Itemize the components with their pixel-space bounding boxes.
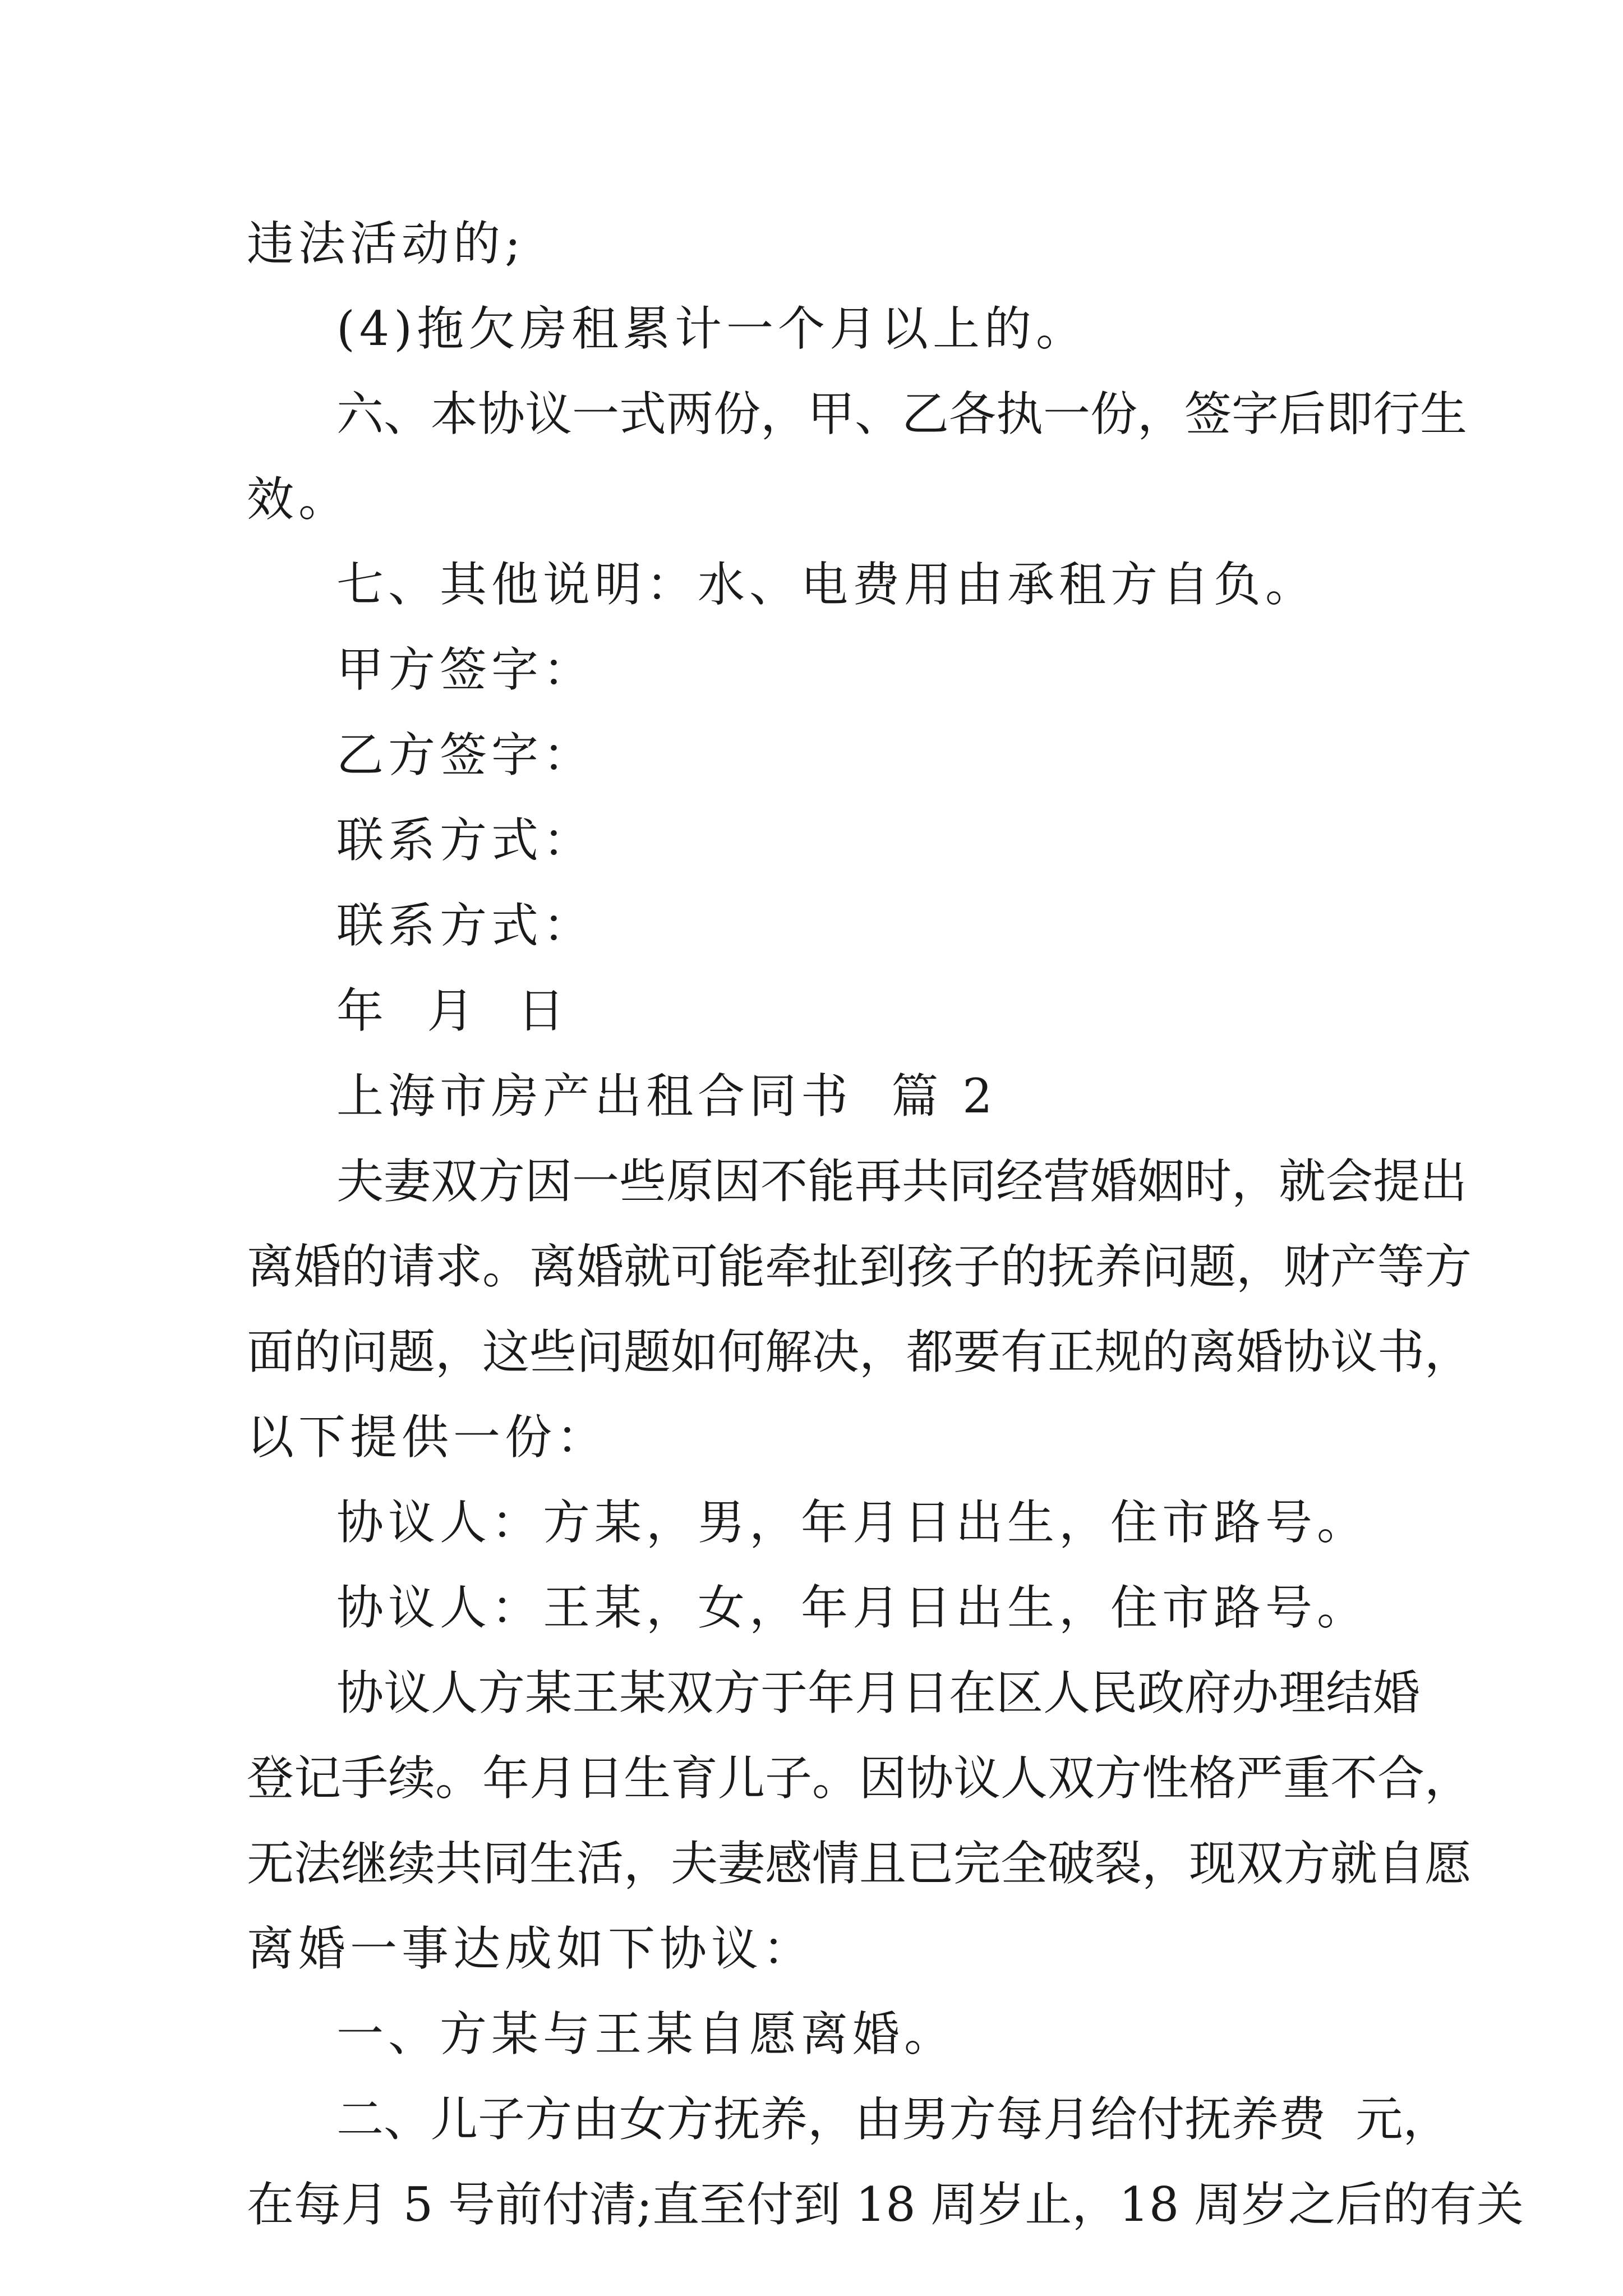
text-line: 协议人：王某，女，年月日出生，住市路号。 (336, 1580, 1369, 1635)
text-line: 离婚一事达成如下协议： (247, 1921, 815, 1976)
text-line: 效。 (247, 472, 351, 527)
signature-label-party-a: 甲方签字： (336, 642, 595, 697)
section-heading: 上海市房产出租合同书 篇 2 (336, 1069, 997, 1124)
contact-label: 联系方式： (336, 813, 595, 868)
text-line: 离婚的请求。离婚就可能牵扯到孩子的抚养问题，财产等方 (247, 1239, 1472, 1294)
document-body (247, 201, 1524, 2247)
signature-label-party-b: 乙方签字： (336, 728, 595, 783)
contact-label: 联系方式： (336, 898, 595, 953)
date-line: 年 月 日 (336, 983, 569, 1038)
text-line: 夫妻双方因一些原因不能再共同经营婚姻时，就会提出 (336, 1154, 1468, 1209)
text-line: 违法活动的; (247, 216, 525, 271)
text-line: 六、本协议一式两份，甲、乙各执一份，签字后即行生 (336, 386, 1468, 441)
text-line: 一、方某与王某自愿离婚。 (336, 2007, 956, 2062)
text-line: 二、儿子方由女方抚养，由男方每月给付抚养费 元， (336, 2092, 1450, 2147)
text-line: (4)拖欠房租累计一个月以上的。 (336, 301, 1087, 356)
text-line: 七、其他说明：水、电费用由承租方自负。 (336, 557, 1317, 612)
text-line: 登记手续。年月日生育儿子。因协议人双方性格严重不合， (247, 1751, 1472, 1806)
text-line: 无法继续共同生活，夫妻感情且已完全破裂，现双方就自愿 (247, 1836, 1472, 1891)
text-line: 以下提供一份： (247, 1410, 608, 1465)
text-line: 面的问题，这些问题如何解决，都要有正规的离婚协议书， (247, 1324, 1472, 1379)
text-line: 协议人：方某，男，年月日出生，住市路号。 (336, 1495, 1369, 1550)
text-line: 在每月 5 号前付清;直至付到 18 周岁止，18 周岁之后的有关 (247, 2177, 1524, 2232)
text-line: 协议人方某王某双方于年月日在区人民政府办理结婚 (336, 1665, 1421, 1720)
